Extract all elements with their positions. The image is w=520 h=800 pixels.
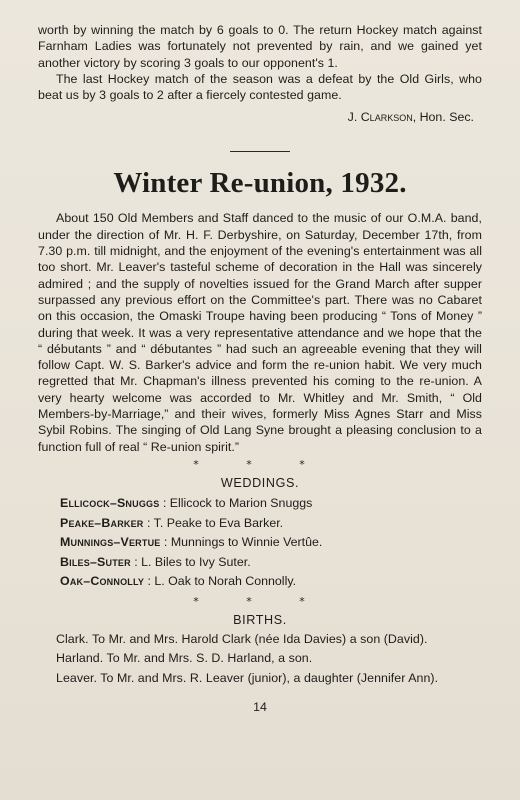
birth-item: Clark. To Mr. and Mrs. Harold Clark (née Ida Davies) a son (David). [56, 631, 428, 646]
signature-role: , Hon. Sec. [412, 110, 474, 125]
reunion-title: Winter Re-union, 1932. [113, 167, 407, 200]
wedding-item: Ellicock–Snuggs : Ellicock to Marion Snuggs [60, 495, 313, 510]
signature-name: J. Clarkson [347, 110, 413, 125]
birth-item: Leaver. To Mr. and Mrs. R. Leaver (junior), a daughter (Jennifer Ann). [56, 670, 439, 685]
birth-item: Harland. To Mr. and Mrs. S. D. Harland, a son. [56, 651, 313, 666]
weddings-list [38, 494, 482, 592]
wedding-item: Peake–Barker : T. Peake to Eva Barker. [60, 515, 284, 530]
separator-stars: * * * [193, 594, 327, 608]
wedding-item: Munnings–Vertue : Munnings to Winnie Vertûe. [60, 535, 323, 550]
wedding-item: Oak–Connolly : L. Oak to Norah Connolly. [60, 574, 297, 589]
page-number: 14 [253, 699, 267, 714]
births-heading: BIRTHS. [233, 612, 287, 627]
weddings-heading: WEDDINGS. [220, 475, 300, 490]
hockey-paragraph-2: The last Hockey match of the season was a defeat by the Old Girls, who beat us by 3 goals to 2 after a fiercely contested game. [38, 71, 482, 103]
signature [38, 109, 474, 125]
wedding-item: Biles–Suter : L. Biles to Ivy Suter. [60, 554, 251, 569]
reunion-paragraph: About 150 Old Members and Staff danced to the music of our O.M.A. band, under the direction of Mr. H. F. Derbyshire, on Saturday, December 17th, from 7.30 p.m. till midnight, and the enjoyment of the evening's entertainment was all too short. Mr. Leaver's tasteful scheme of decoration in the Hall was sincerely admired ; and the supply of novelties issued for the Grand March after supper surpassed any previous effort on the Committee's part. There was no Cabaret on this occasion, the Omaski Troupe having been producing “ Tons of Money ” during that week. It was a very representative attendance and we hope that the “ débutants ” and “ débutantes ” had such an agreeable evening that they will follow Capt. W. S. Barker's advice and form the re-union habit. We very much regretted that Mr. Chapman's illness prevented his coming to the re-union. A very hearty welcome was accorded to Mr. Whitley and Mr. Smith, “ Old Members-by-Marriage,” and their wives, formerly Miss Agnes Starr and Miss Sybil Robins. The singing of Old Lang Syne brought a pleasing conclusion to a function full of real “ Re-union spirit.” [38, 211, 482, 454]
hockey-paragraph-1: worth by winning the match by 6 goals to 0. The return Hockey match against Farnham Ladies was fortunately not prevented by rain, and we gained yet another victory by scoring 3 goals to our opponent's 1. [38, 23, 482, 70]
separator-stars: * * * [193, 457, 327, 471]
section-divider [230, 151, 290, 152]
